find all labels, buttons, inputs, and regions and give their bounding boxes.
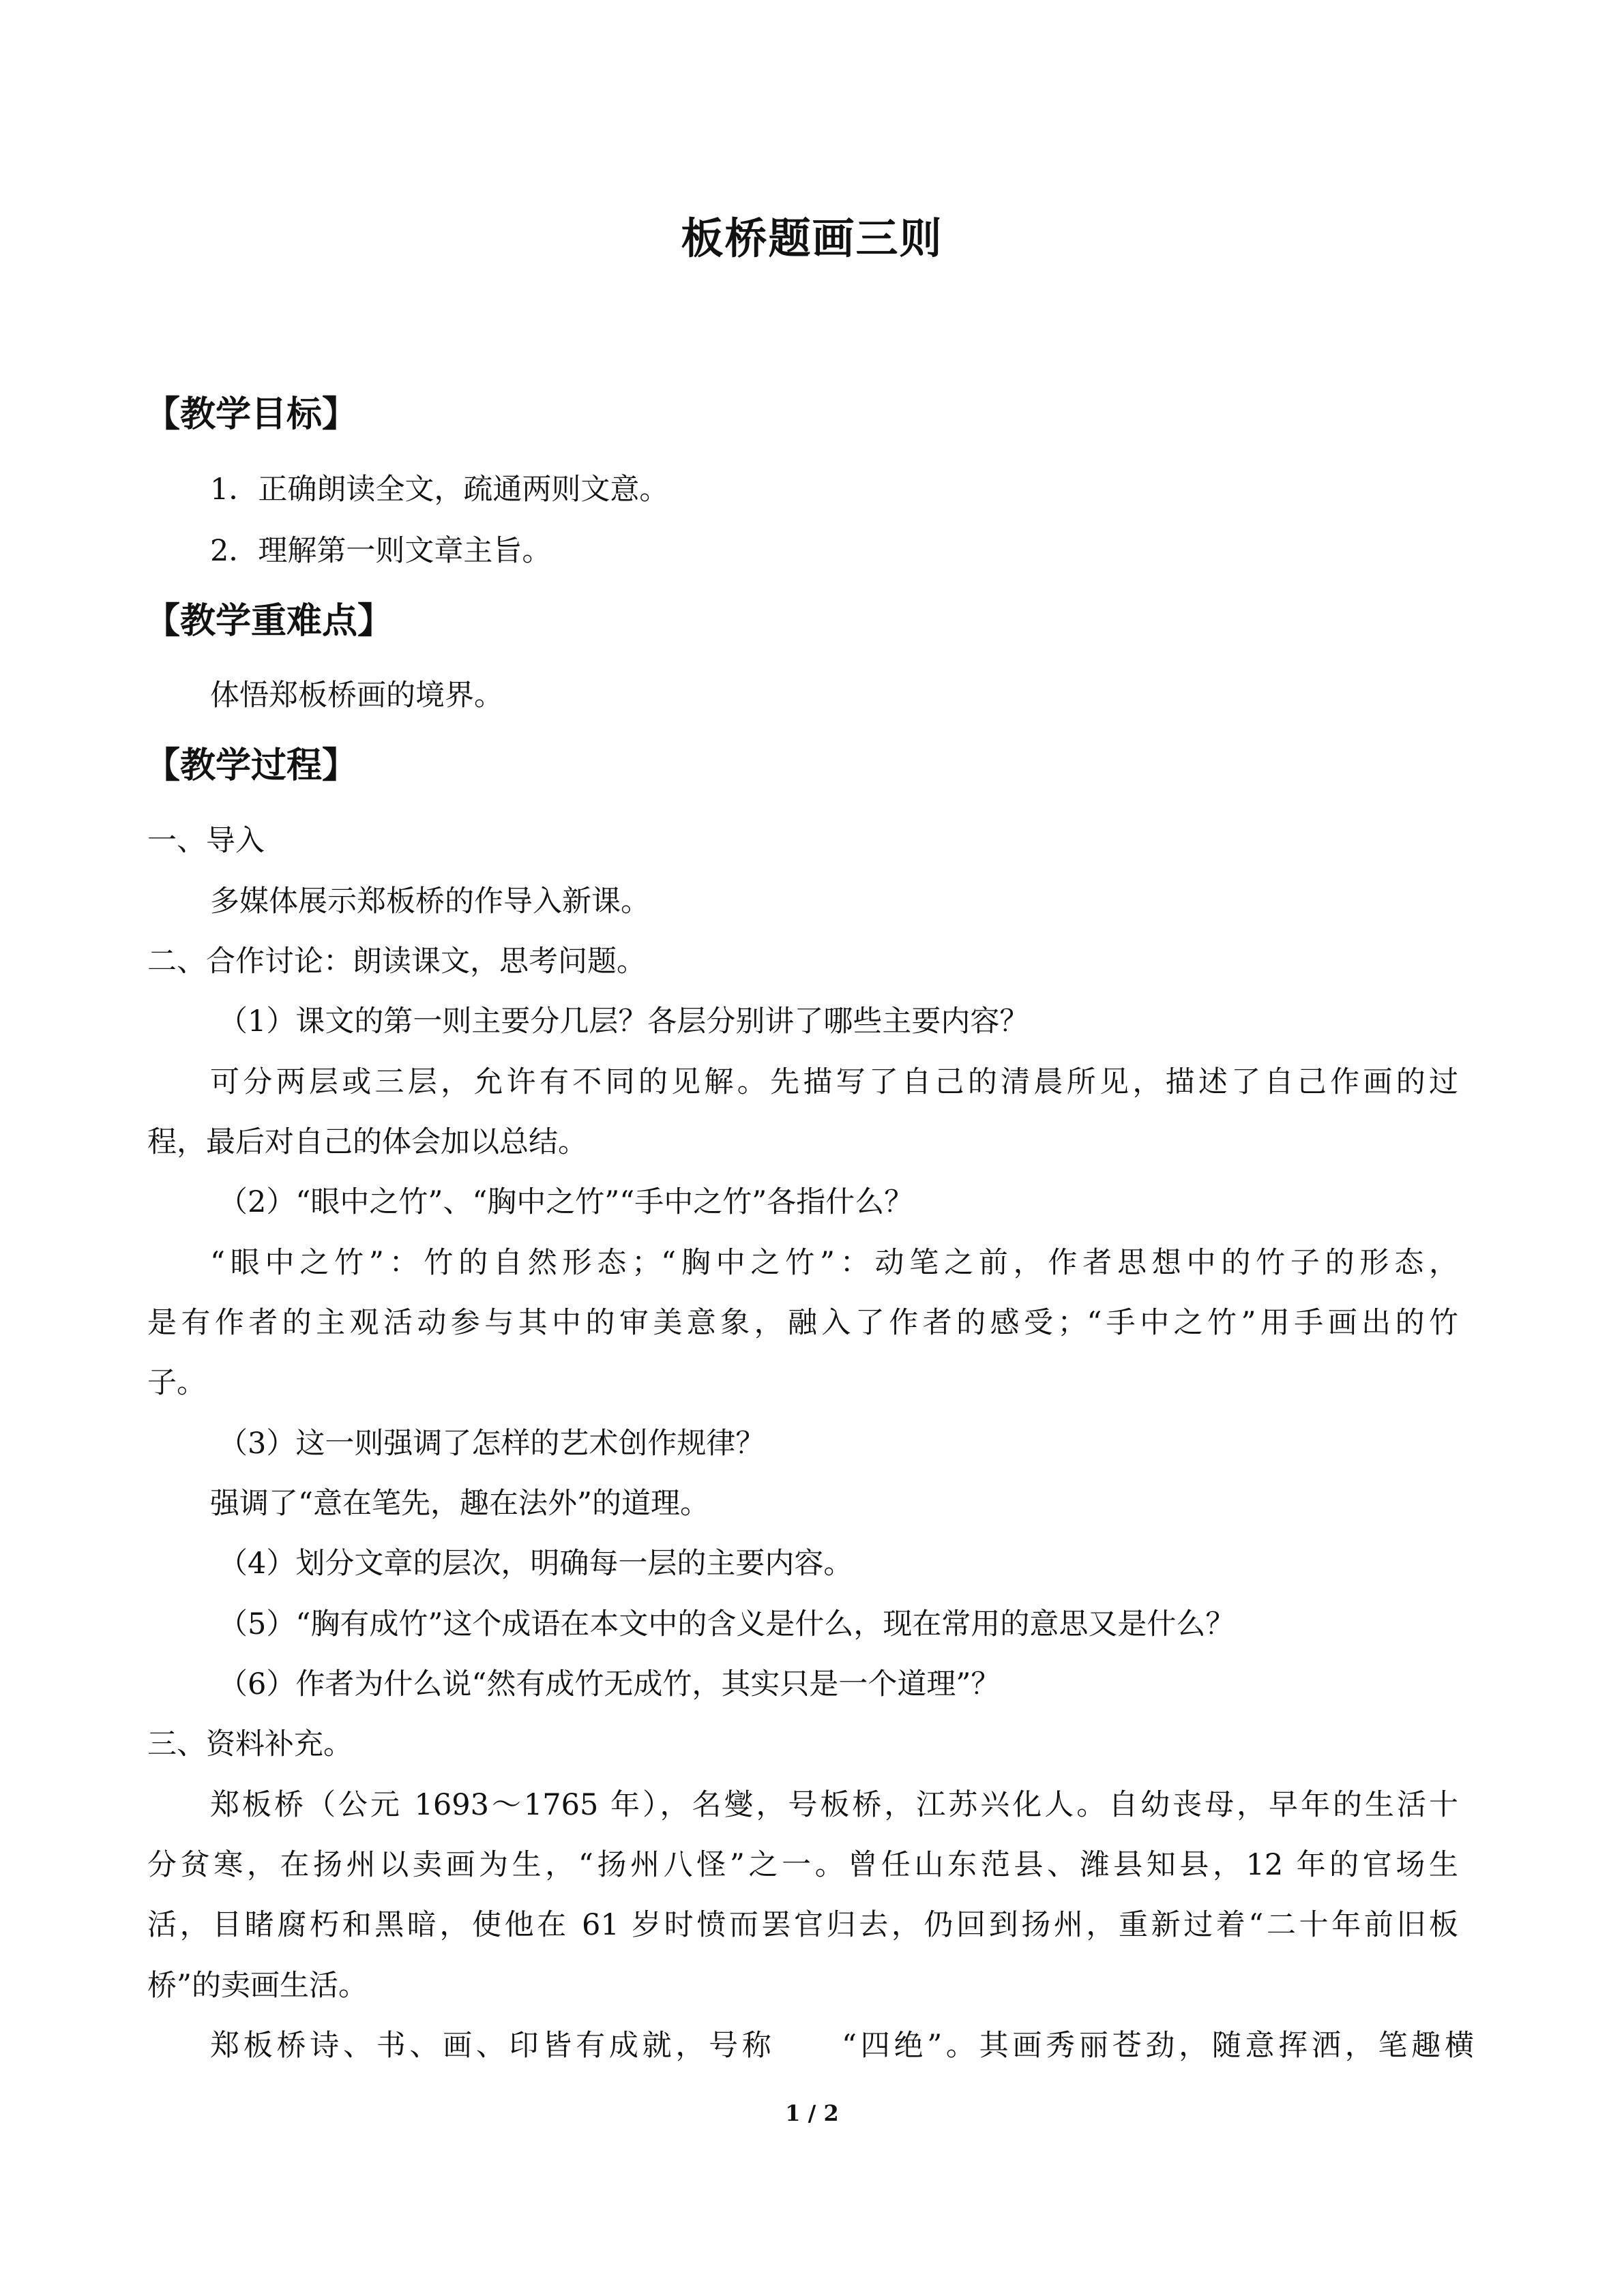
question-2: （2）“眼中之竹”、“胸中之竹”“手中之竹”各指什么？ [218, 1185, 914, 1219]
document-title: 板桥题画三则 [681, 213, 943, 263]
goal-item-1: 1．正确朗读全文，疏通两则文意。 [210, 473, 669, 507]
section-supplement-heading: 三、资料补充。 [147, 1727, 353, 1761]
paragraph-line: 强调了“意在笔先，趣在法外”的道理。 [210, 1487, 709, 1521]
paragraph-line: 是有作者的主观活动参与其中的审美意象，融入了作者的感受；“手中之竹”用手画出的竹 [147, 1306, 1458, 1340]
key-point-text: 体悟郑板桥画的境界。 [210, 679, 503, 713]
paragraph-line: 多媒体展示郑板桥的作导入新课。 [210, 884, 650, 919]
section-intro-heading: 一、导入 [147, 824, 265, 858]
question-4: （4）划分文章的层次，明确每一层的主要内容。 [218, 1547, 853, 1581]
section-discussion-heading: 二、合作讨论：朗读课文，思考问题。 [147, 944, 646, 979]
question-3: （3）这一则强调了怎样的艺术创作规律？ [218, 1427, 765, 1461]
paragraph-line: 郑板桥（公元 1693～1765 年），名燮，号板桥，江苏兴化人。自幼丧母，早年的生活十 [210, 1788, 1458, 1822]
question-1: （1）课文的第一则主要分几层？各层分别讲了哪些主要内容？ [218, 1004, 1029, 1039]
paragraph-line: “眼中之竹”：竹的自然形态；“胸中之竹”：动笔之前，作者思想中的竹子的形态， [210, 1246, 1458, 1280]
paragraph-line: 子。 [147, 1366, 206, 1400]
paragraph-line: 可分两层或三层，允许有不同的见解。先描写了自己的清晨所见，描述了自己作画的过 [210, 1065, 1458, 1099]
paragraph-line: 程，最后对自己的体会加以总结。 [147, 1125, 587, 1159]
heading-teaching-process: 【教学过程】 [145, 745, 358, 786]
paragraph-line: 分贫寒，在扬州以卖画为生，“扬州八怪”之一。曾任山东范县、潍县知县，12 年的官场生 [147, 1848, 1458, 1882]
paragraph-line: 活，目睹腐朽和黑暗，使他在 61 岁时愤而罢官归去，仍回到扬州，重新过着“二十年前旧板 [147, 1908, 1458, 1942]
heading-teaching-goals: 【教学目标】 [145, 394, 358, 435]
page-number: 1 / 2 [785, 2100, 839, 2126]
paragraph-line: 桥”的卖画生活。 [147, 1969, 368, 2003]
heading-key-points: 【教学重难点】 [145, 601, 394, 642]
question-6: （6）作者为什么说“然有成竹无成竹，其实只是一个道理”？ [218, 1667, 1001, 1701]
paragraph-line: 郑板桥诗、书、画、印皆有成就，号称 “四绝”。其画秀丽苍劲，随意挥洒，笔趣横 [210, 2029, 1474, 2063]
goal-item-2: 2．理解第一则文章主旨。 [210, 534, 552, 568]
question-5: （5）“胸有成竹”这个成语在本文中的含义是什么，现在常用的意思又是什么？ [218, 1607, 1235, 1641]
